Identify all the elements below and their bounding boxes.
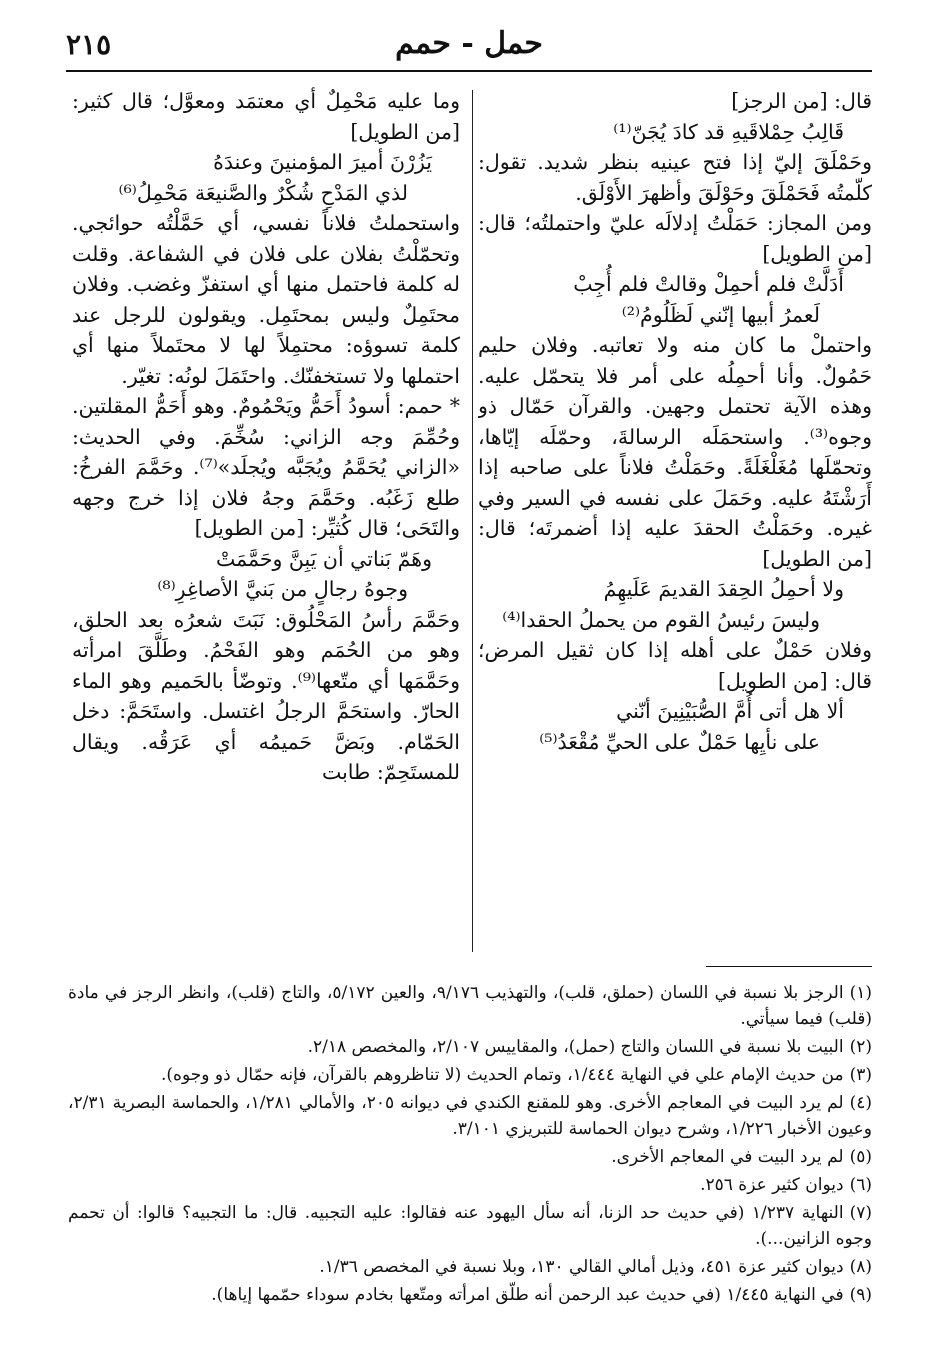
paragraph: واستحملتُ فلاناً نفسي، أي حَمَّلْتُه حوائجي. وتحمّلْتُ بفلان على فلان في الشفاعة. وقلت له كلمة فاحتمل منها أي استفزّ وغضب. وفلان محتَمِلٌ وليس بمحتَمِل. ويقولون للرجل عند كلمة تسوؤه: محتمِلاً لها لا محتَملاً منها أي احتملها ولا تستخفنّك. واحتَمَلَ لونُه: تغيّر. (72, 211, 460, 388)
page-header (66, 24, 872, 68)
footnote (68, 1282, 872, 1308)
footnote-text: في النهاية ١/٤٤٥ (في حديث عبد الرحمن أنه طلّق امرأته ومتّعها بخادم سوداء حمّمها إياها). (211, 1285, 844, 1305)
footnote-rule (706, 966, 872, 967)
page-number: ٢١٥ (66, 28, 112, 61)
verse-line: لذي المَدْحِ شُكْرٌ والصَّنيعَة مَحْمِلُ⁽⁶⁾ (118, 180, 408, 205)
footnote-text: ديوان كثير عزة ٤٥١، وذيل أمالي القالي ١٣٠، وبلا نسبة في المخصص ١/٣٦. (319, 1257, 844, 1277)
footnote-number: (٣) (849, 1065, 872, 1085)
verse-line: ولا أحمِلُ الحِقدَ القديمَ عَلَيهِمُ (603, 577, 844, 601)
footnotes (68, 980, 872, 1310)
footnote (68, 1254, 872, 1280)
footnote-number: (٨) (849, 1257, 872, 1277)
footnote (68, 1172, 872, 1198)
footnote-text: البيت بلا نسبة في اللسان والتاج (حمل)، والمقاييس ٢/١٠٧، والمخصص ٢/١٨. (307, 1037, 844, 1057)
footnote-number: (٤) (849, 1093, 872, 1113)
paragraph: وحَمْلَقَ إليّ إذا فتح عينيه بنظر شديد. تقول: كلّمتُه فَحَمْلَقَ وحَوْلَقَ وأظهرَ الأَوْلَق. (478, 150, 872, 205)
footnote-number: (٢) (849, 1037, 872, 1057)
verse-line: قَالِبُ حِمْلاقَيهِ قد كادَ يُجَنّ⁽¹⁾ (613, 119, 844, 144)
column-divider (472, 90, 473, 952)
footnote-number: (٥) (849, 1147, 872, 1167)
footnote-number: (١) (849, 983, 872, 1003)
paragraph: وفلان حَمْلٌ على أهله إذا كان ثقيل المرض؛ قال: [من الطويل] (478, 638, 872, 693)
footnote (68, 1062, 872, 1088)
footnote (68, 980, 872, 1032)
footnote-number: (٧) (849, 1203, 872, 1223)
verse-line: ألا هل أتى أُمَّ الصُّبَيْنِينَ أنّني (616, 699, 844, 723)
footnote (68, 1090, 872, 1142)
right-column (478, 86, 872, 954)
paragraph: قال: [من الرجز] (731, 89, 872, 113)
footnote-number: (٩) (849, 1285, 872, 1305)
paragraph: واحتملْ ما كان منه ولا تعاتبه. وفلان حليم حَمُولٌ. وأنا أحمِلُه على أمر فلا يتحمّل عليه. وهذه الآية تحتمل وجهين. والقرآن حَمّال ذو وجوه⁽³⁾. واستحمَلَه الرسالةَ، وحمّلَه إيّاها، وتحمّلَها مُغَلْغَلَةً. وحَمَلْتُ فلاناً على صاحبه إذا أَرَشْتَهُ عليه. وحَمَلَ على نفسه في السير وفي غيره. وحَمَلْتُ الحقدَ عليه إذا أضمرتَه؛ قال: [من الطويل] (478, 333, 872, 571)
footnote (68, 1144, 872, 1170)
footnote-text: لم يرد البيت في المعاجم الأخرى. وهو للمقنع الكندي في ديوانه ٢٠٥، والأمالي ١/٢٨١، والحماسة البصرية ٢/٣١، وعيون الأخبار ١/٢٢٦، وشرح ديوان الحماسة للتبريزي ٣/١٠١. (68, 1093, 872, 1139)
footnote (68, 1200, 872, 1252)
verse-line: لَعمرُ أبيها إنّني لَظَلُومُ⁽²⁾ (621, 302, 820, 327)
running-head: حمل - حمم (395, 26, 543, 61)
verse-line: وجوهُ رجالٍ من بَنيَّ الأصاغِرِ⁽⁸⁾ (157, 577, 408, 601)
paragraph: وحَمَّمَ رأسُ المَحْلُوق: نَبَتَ شعرُه بعد الحلق، وهو من الحُمَم وهو الفَحْمُ. وطَلَّقَ امرأته وحَمَّمَها أي متّعها⁽⁹⁾. وتوضّأ بالحَميم وهو الماء الحارّ. واستحَمَّ الرجلُ اغتسل. واستَحَمَّ: دخل الحَمّام. وبَضَّ حَميمُه أي عَرَقُه. ويقال للمستَحِمّ: طابت (72, 607, 460, 784)
footnote (68, 1034, 872, 1060)
footnote-number: (٦) (849, 1175, 872, 1195)
verse-line: أَدَلَّتْ فلم أحمِلْ وقالتْ فلم أُجِبْ (573, 272, 844, 296)
verse-line: على نأيِها حَمْلٌ على الحيِّ مُقْعَدُ⁽⁵⁾ (539, 729, 820, 754)
footnote-text: من حديث الإمام علي في النهاية ١/٤٤٤، وتمام الحديث (لا تناظروهم بالقرآن، فإنه حمّال ذو وجوه). (161, 1065, 844, 1085)
footnote-text: الرجز بلا نسبة في اللسان (حملق، قلب)، والتهذيب ٩/١٧٦، والعين ٥/١٧٢، والتاج (قلب)، وانظر الرجز في مادة (قلب) فيما سيأتي. (68, 983, 872, 1029)
verse-line: وهَمّ بَناتي أن يَبِنَّ وحَمَّمَتْ (215, 546, 432, 571)
paragraph: ومن المجاز: حَمَلْتُ إدلالَه عليّ واحتملتُه؛ قال: [من الطويل] (478, 211, 872, 266)
header-rule (66, 70, 872, 72)
footnote-text: لم يرد البيت في المعاجم الأخرى. (611, 1147, 844, 1167)
footnote-text: النهاية ١/٢٣٧ (في حديث حد الزنا، أنه سأل اليهود عنه فقالوا: عليه التجبيه. قال: ما التجبيه؟ قالوا: أن تحمم وجوه الزانين...). (68, 1203, 872, 1249)
verse-line: يَزُرْنَ أميرَ المؤمنينَ وعندَهُ (213, 150, 432, 174)
footnote-text: ديوان كثير عزة ٢٥٦. (700, 1175, 844, 1195)
paragraph: وما عليه مَحْمِلٌ أي معتمَد ومعوَّل؛ قال كثير: [من الطويل] (72, 89, 460, 144)
paragraph: * حمم: أسودُ أَحَمُّ ويَحْمُومٌ. وهو أَحَمُّ المقلتين. وحُمِّمَ وجه الزاني: سُخِّمَ. وفي الحديث: «الزاني يُحَمَّمُ ويُجَبَّه ويُجلَد»⁽⁷⁾. وحَمَّمَ الفرخُ: طلع زَغَبُه. وحَمَّمَ وجهُ فلان إذا خرج وجهه والتَحَى؛ قال كُثيِّر: [من الطويل] (72, 394, 460, 540)
left-column (72, 86, 460, 954)
verse-line: وليسَ رئيسُ القوم من يحملُ الحقدا⁽⁴⁾ (502, 607, 820, 632)
